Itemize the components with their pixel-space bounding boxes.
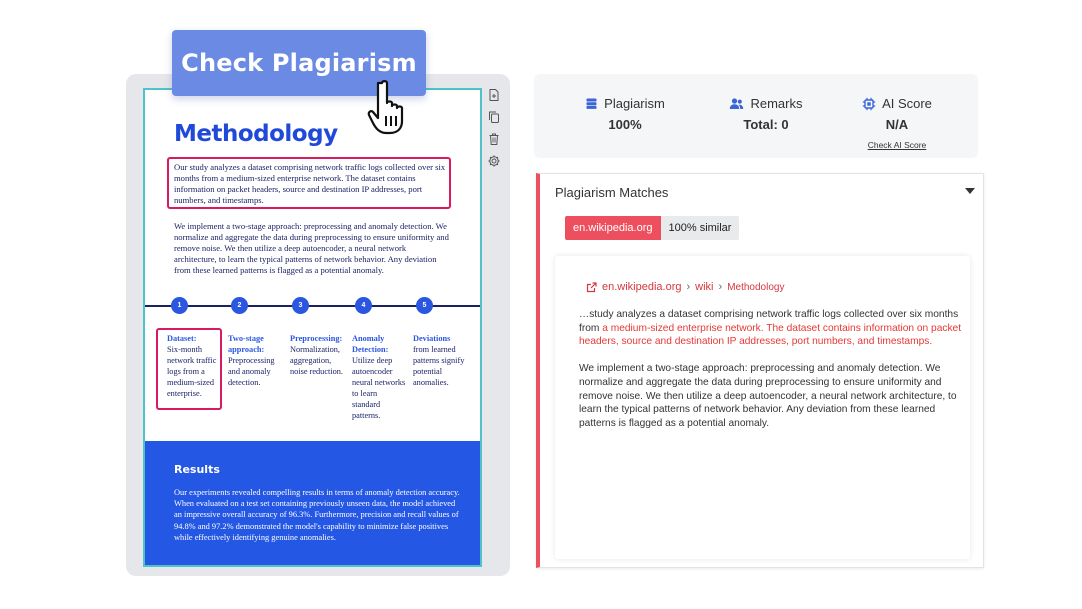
ai-chip-icon <box>862 97 876 111</box>
stat-remarks <box>725 96 807 132</box>
stat-plagiarism <box>584 96 666 132</box>
step-title: Dataset: <box>167 334 197 343</box>
collapse-caret-icon[interactable] <box>965 188 975 194</box>
users-icon <box>729 97 744 110</box>
breadcrumb-section[interactable]: wiki <box>695 281 714 293</box>
database-icon <box>585 97 598 110</box>
document-paragraph-2: We implement a two-stage approach: preprocessing and anomaly detection. We normalize and aggregate the data during preprocessing to ensure uniformity and remove noise. We then utilize a deep autoencoder, a neural network architecture, to learn the typical patterns of network behavior. Any deviation from these learned patterns is flagged as a potential anomaly. <box>174 221 449 275</box>
timeline-step-3 <box>290 333 348 377</box>
plain-text: …study analyzes a dataset comprising network traffic logs collected over six months from <box>579 309 959 334</box>
step-text: Normalization, aggregation, noise reduction. <box>290 345 343 376</box>
results-text: Our experiments revealed compelling results in terms of anomaly detection accuracy. When evaluated on a test set containing previously unseen data, the model achieved an impressive overall accuracy of 96.3%. Furthermore, precision and recall values of 94.8% and 97.2% demonstrated the model's capability to minimize false positives while effectively identifying genuine anomalies. <box>174 488 460 542</box>
trash-icon[interactable] <box>487 132 501 146</box>
stat-value: N/A <box>885 117 909 132</box>
timeline-step-4 <box>352 333 406 421</box>
document-paragraph-1: Our study analyzes a dataset comprising network traffic logs collected over six months from a medium-sized enterprise network. The dataset contains information on packet headers, source and destination IP addresses, port numbers, and timestamps. <box>174 162 446 205</box>
plagiarism-highlight-paragraph[interactable] <box>167 157 451 209</box>
matches-title: Plagiarism Matches <box>555 185 669 200</box>
timeline-node-1: 1 <box>171 297 188 314</box>
breadcrumb <box>586 281 784 293</box>
matched-highlight-text: a medium-sized enterprise network. The dataset contains information on packet headers, source and destination IP addresses, port numbers, and timestamps. <box>579 322 962 348</box>
stat-value: Total: 0 <box>743 117 789 132</box>
document-toolbar <box>487 88 501 176</box>
timeline-step-5 <box>413 333 467 388</box>
stat-label: Remarks <box>750 96 803 111</box>
check-ai-score-link[interactable]: Check AI Score <box>867 140 927 150</box>
stat-label: Plagiarism <box>604 96 665 111</box>
timeline-step-2 <box>228 333 282 388</box>
timeline-node-4: 4 <box>355 297 372 314</box>
step-title: Deviations <box>413 334 451 343</box>
matched-paragraph-1 <box>579 308 964 349</box>
check-plagiarism-button[interactable]: Check Plagiarism <box>172 30 426 96</box>
step-text: from learned patterns signify potential anomalies. <box>413 345 465 387</box>
step-title: Two-stage approach: <box>228 334 265 354</box>
copy-icon[interactable] <box>487 110 501 124</box>
file-add-icon[interactable] <box>487 88 501 102</box>
results-title: Results <box>174 463 220 476</box>
document-page[interactable] <box>143 88 482 567</box>
timeline-node-2: 2 <box>231 297 248 314</box>
step-text: Utilize deep autoencoder neural networks to learn standard patterns. <box>352 356 406 420</box>
breadcrumb-page[interactable]: Methodology <box>727 281 785 293</box>
settings-icon[interactable] <box>487 154 501 168</box>
stats-card <box>534 74 978 158</box>
plagiarism-matches-card <box>536 173 984 568</box>
timeline-node-3: 3 <box>292 297 309 314</box>
results-section <box>145 441 482 567</box>
step-title: Preprocessing: <box>290 334 343 343</box>
timeline-node-5: 5 <box>416 297 433 314</box>
breadcrumb-domain[interactable]: en.wikipedia.org <box>602 281 682 293</box>
step-title: Anomaly Detection: <box>352 334 389 354</box>
stat-value: 100% <box>608 117 642 132</box>
match-detail-box <box>555 256 970 559</box>
source-tab[interactable] <box>565 216 739 240</box>
hand-pointer-icon <box>364 78 414 136</box>
plagiarism-highlight-step[interactable] <box>156 328 222 410</box>
external-link-icon[interactable] <box>586 282 597 293</box>
matched-text <box>579 308 964 444</box>
step-text: Preprocessing and anomaly detection. <box>228 356 275 387</box>
breadcrumb-separator: › <box>718 281 723 293</box>
stat-ai-score <box>857 96 937 150</box>
matched-paragraph-2: We implement a two-stage approach: preprocessing and anomaly detection. We normalize and aggregate the data during preprocessing to ensure uniformity and remove noise. We then utilize a deep autoencoder, a neural network architecture, to learn the typical patterns of network behavior. Any deviation from these learned patterns is flagged as a potential anomaly. <box>579 363 957 429</box>
similarity-badge: 100% similar <box>661 216 740 240</box>
document-title: Methodology <box>174 121 338 147</box>
breadcrumb-separator: › <box>686 281 691 293</box>
step-text: Six-month network traffic logs from a medium-sized enterprise. <box>167 345 217 398</box>
stat-label: AI Score <box>882 96 932 111</box>
source-domain-tab[interactable]: en.wikipedia.org <box>565 216 661 240</box>
